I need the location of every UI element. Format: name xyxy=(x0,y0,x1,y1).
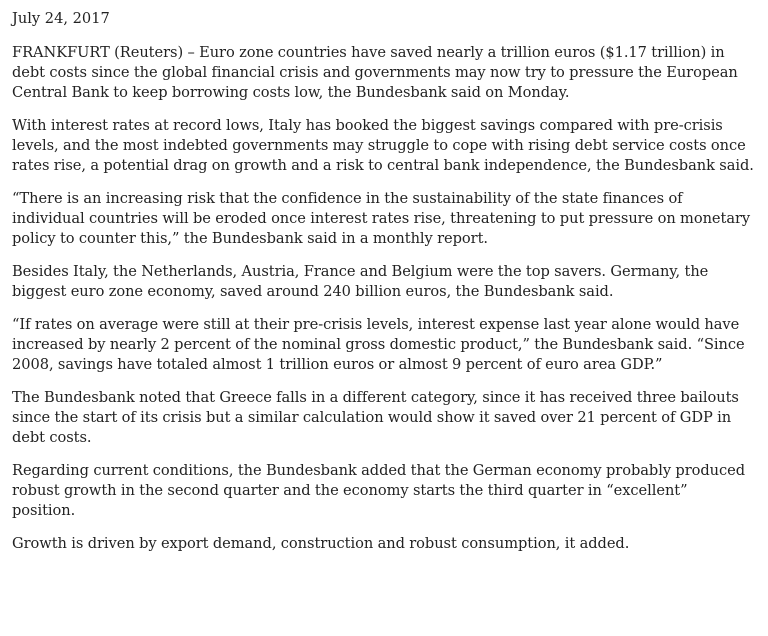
article-paragraph-3: “There is an increasing risk that the confidence in the sustainability of the state finances of individual countries will be eroded once interest rates rise, threatening to put pressure on monetary policy to counter this,” the Bundesbank said in a monthly report. xyxy=(12,190,751,247)
article-paragraph-6: The Bundesbank noted that Greece falls in a different category, since it has received three bailouts since the start of its crisis but a similar calculation would show it saved over 21 percent of GDP in debt costs. xyxy=(12,389,739,446)
article-paragraph-2: With interest rates at record lows, Italy has booked the biggest savings compared with pre-crisis levels, and the most indebted governments may struggle to cope with rising debt service costs once rates rise, a potential drag on growth and a risk to central bank independence, the Bundesbank said. xyxy=(12,117,754,174)
article-paragraph-4: Besides Italy, the Netherlands, Austria, France and Belgium were the top savers. Germany, the biggest euro zone economy, saved around 240 billion euros, the Bundesbank said. xyxy=(12,263,709,300)
article-paragraph-8: Growth is driven by export demand, construction and robust consumption, it added. xyxy=(12,535,630,552)
article-paragraph-7: Regarding current conditions, the Bundesbank added that the German economy probably produced robust growth in the second quarter and the economy starts the third quarter in “excellent” position. xyxy=(12,462,746,519)
article-paragraph-1: FRANKFURT (Reuters) – Euro zone countries have saved nearly a trillion euros ($1.17 trillion) in debt costs since the global financial crisis and governments may now try to pressure the European Central Bank to keep borrowing costs low, the Bundesbank said on Monday. xyxy=(12,44,738,101)
article-paragraph-5: “If rates on average were still at their pre-crisis levels, interest expense last year alone would have increased by nearly 2 percent of the nominal gross domestic product,” the Bundesbank said. “Since 2008, savings have totaled almost 1 trillion euros or almost 9 percent of euro area GDP.” xyxy=(12,316,745,373)
article-date: July 24, 2017 xyxy=(12,10,110,27)
